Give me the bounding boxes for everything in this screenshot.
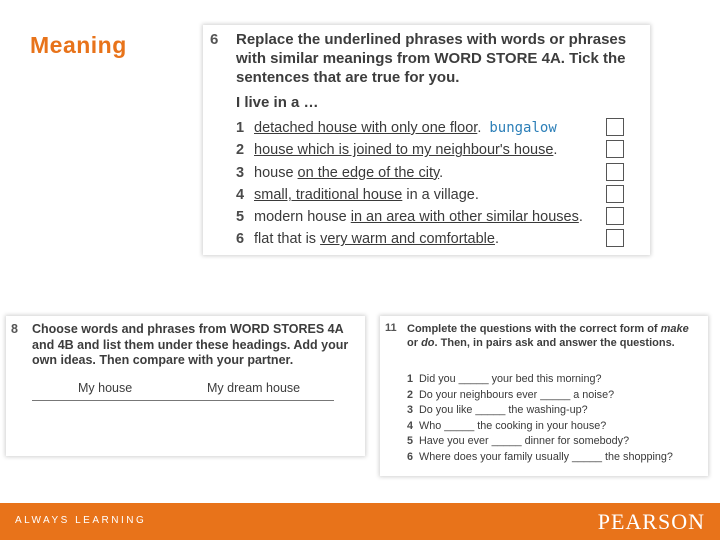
item-post: . xyxy=(578,209,583,226)
exercise-11-items xyxy=(407,372,705,466)
exercise-6-item xyxy=(236,207,646,229)
item-text: Have you ever _____ dinner for somebody? xyxy=(419,435,630,448)
item-number: 3 xyxy=(236,164,245,181)
item-number: 4 xyxy=(236,186,245,203)
exercise-8-card xyxy=(6,316,365,456)
heading-divider xyxy=(32,400,334,401)
item-number: 4 xyxy=(407,419,414,432)
item-text: Do your neighbours ever _____ a noise? xyxy=(419,388,615,401)
tick-checkbox[interactable] xyxy=(606,118,624,136)
item-post: . xyxy=(477,120,482,136)
question-item xyxy=(407,419,705,435)
item-text: Did you _____ your bed this morning? xyxy=(419,373,602,385)
instruction-part: Complete the questions with the correct form of xyxy=(407,323,661,335)
item-text: Do you like _____ the washing-up? xyxy=(419,404,588,417)
pearson-logo: PEARSON xyxy=(597,509,705,534)
item-underlined: house which is joined to my neighbour's house xyxy=(254,142,554,159)
item-underlined: very warm and comfortable xyxy=(320,231,495,248)
item-pre: flat that is xyxy=(254,231,321,248)
exercise-8-number: 8 xyxy=(11,322,18,336)
exercise-6-item xyxy=(236,118,646,140)
exercise-6-item xyxy=(236,140,646,162)
item-number: 2 xyxy=(236,142,245,159)
item-post: . xyxy=(494,231,499,248)
exercise-8-instruction: Choose words and phrases from WORD STORES 4A and 4B and list them under these headings. Add your own ideas. Then compare with your partner. xyxy=(32,322,349,367)
item-number: 2 xyxy=(407,388,414,401)
footer-tagline: ALWAYS LEARNING xyxy=(15,515,147,526)
exercise-11-instruction xyxy=(407,322,702,350)
exercise-6-item xyxy=(236,185,646,207)
question-item xyxy=(407,434,705,450)
exercise-6-lead: I live in a … xyxy=(236,94,319,111)
item-underlined: on the edge of the city xyxy=(297,164,440,181)
exercise-6-instruction: Replace the underlined phrases with words or phrases with similar meanings from WORD STORE 4A. Tick the sentences that are true for you. xyxy=(236,31,627,86)
item-number: 5 xyxy=(407,435,414,448)
instruction-part: . Then, in pairs ask and answer the questions. xyxy=(434,337,675,349)
item-number: 6 xyxy=(407,450,414,463)
tick-checkbox[interactable] xyxy=(606,163,624,181)
question-item xyxy=(407,403,705,419)
item-underlined: detached house with only one floor xyxy=(254,120,478,136)
item-underlined: in an area with other similar houses xyxy=(350,209,579,226)
heading-my-house: My house xyxy=(78,381,133,395)
tick-checkbox[interactable] xyxy=(606,140,624,158)
instruction-or: or xyxy=(407,337,422,349)
item-number: 1 xyxy=(236,120,245,136)
item-underlined: small, traditional house xyxy=(254,186,403,203)
item-text: Where does your family usually _____ the shopping? xyxy=(419,450,673,463)
item-number: 5 xyxy=(236,209,245,226)
item-post: . xyxy=(439,164,444,181)
exercise-6-item xyxy=(236,229,646,251)
tick-checkbox[interactable] xyxy=(606,185,624,203)
footer-bar xyxy=(0,503,720,540)
question-item xyxy=(407,372,705,388)
instruction-do: do xyxy=(421,337,435,349)
item-number: 6 xyxy=(236,231,245,248)
item-answer: bungalow xyxy=(489,120,557,136)
heading-my-dream-house: My dream house xyxy=(207,381,301,395)
exercise-6-items xyxy=(236,118,646,252)
item-post: . xyxy=(553,142,558,159)
item-pre: house xyxy=(254,164,298,181)
item-number: 3 xyxy=(407,404,414,417)
exercise-11-number: 11 xyxy=(385,322,397,334)
exercise-6-item xyxy=(236,163,646,185)
question-item xyxy=(407,450,705,466)
question-item xyxy=(407,388,705,404)
tick-checkbox[interactable] xyxy=(606,229,624,247)
item-number: 1 xyxy=(407,373,414,385)
exercise-11-card xyxy=(380,316,708,476)
instruction-make: make xyxy=(660,323,689,335)
item-post: in a village. xyxy=(402,186,479,203)
exercise-6-number: 6 xyxy=(210,31,219,48)
item-text: Who _____ the cooking in your house? xyxy=(419,419,607,432)
item-pre: modern house xyxy=(254,209,351,226)
slide-title: Meaning xyxy=(30,32,127,58)
exercise-6-card xyxy=(203,25,650,255)
tick-checkbox[interactable] xyxy=(606,207,624,225)
